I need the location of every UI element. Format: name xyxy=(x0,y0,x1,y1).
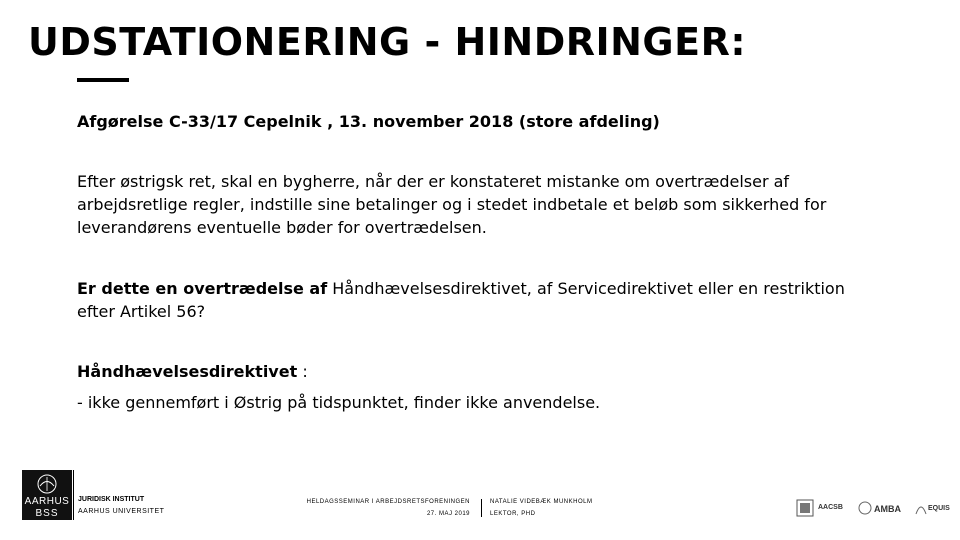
question-bold: Er dette en overtrædelse af xyxy=(77,279,328,298)
paragraph-facts: Efter østrigsk ret, skal en bygherre, når der er konstateret mistanke om overtrædelser af arbejdsretlige regler, indstille sine betalinger og i stedet indbetale et beløb som sikkerhed for leverandørens eventuelle bøder for overtrædelsen. xyxy=(77,172,827,237)
equis-label: EQUIS xyxy=(928,505,950,512)
slide-title: UDSTATIONERING - HINDRINGER: xyxy=(28,20,747,64)
question-rest: Håndhævelsesdirektivet, af Servicedirektivet eller en restriktion efter Artikel 56? xyxy=(77,279,845,321)
aacsb-badge xyxy=(796,496,852,520)
equis-badge xyxy=(914,496,954,520)
author-name: NATALIE VIDEBÆK MUNKHOLM xyxy=(490,499,593,505)
institute-name: JURIDISK INSTITUT xyxy=(78,496,145,503)
footer-divider xyxy=(481,499,482,517)
equis-logo-icon xyxy=(914,498,928,518)
logo-divider xyxy=(73,470,74,520)
university-seal-icon xyxy=(36,474,58,494)
amba-label: AMBA xyxy=(874,504,901,514)
aarhus-logo xyxy=(22,470,72,520)
aacsb-label: AACSB xyxy=(818,504,843,511)
logo-text-aarhus: AARHUS xyxy=(24,496,70,507)
author-block xyxy=(490,496,592,520)
directive-bold: Håndhævelsesdirektivet xyxy=(77,362,298,381)
aacsb-logo-icon xyxy=(796,498,814,518)
event-title: HELDAGSSEMINAR I ARBEJDSRETSFORENINGEN xyxy=(306,499,470,505)
paragraph-question xyxy=(77,277,877,323)
event-date: 27. MAJ 2019 xyxy=(426,511,470,517)
event-block xyxy=(300,496,470,520)
university-name: AARHUS UNIVERSITET xyxy=(78,508,165,515)
directive-rest: : xyxy=(297,362,308,381)
directive-point: - ikke gennemført i Østrig på tidspunktet, finder ikke anvendelse. xyxy=(77,393,601,412)
amba-logo-icon xyxy=(858,498,872,518)
directive-heading xyxy=(77,360,877,383)
amba-badge xyxy=(858,496,908,520)
author-title: LEKTOR, PHD xyxy=(490,511,536,517)
case-heading: Afgørelse C-33/17 Cepelnik , 13. november 2018 (store afdeling) xyxy=(77,112,660,131)
title-underline xyxy=(77,78,129,82)
logo-text-bss: BSS xyxy=(35,508,59,519)
institute-block xyxy=(78,494,164,518)
